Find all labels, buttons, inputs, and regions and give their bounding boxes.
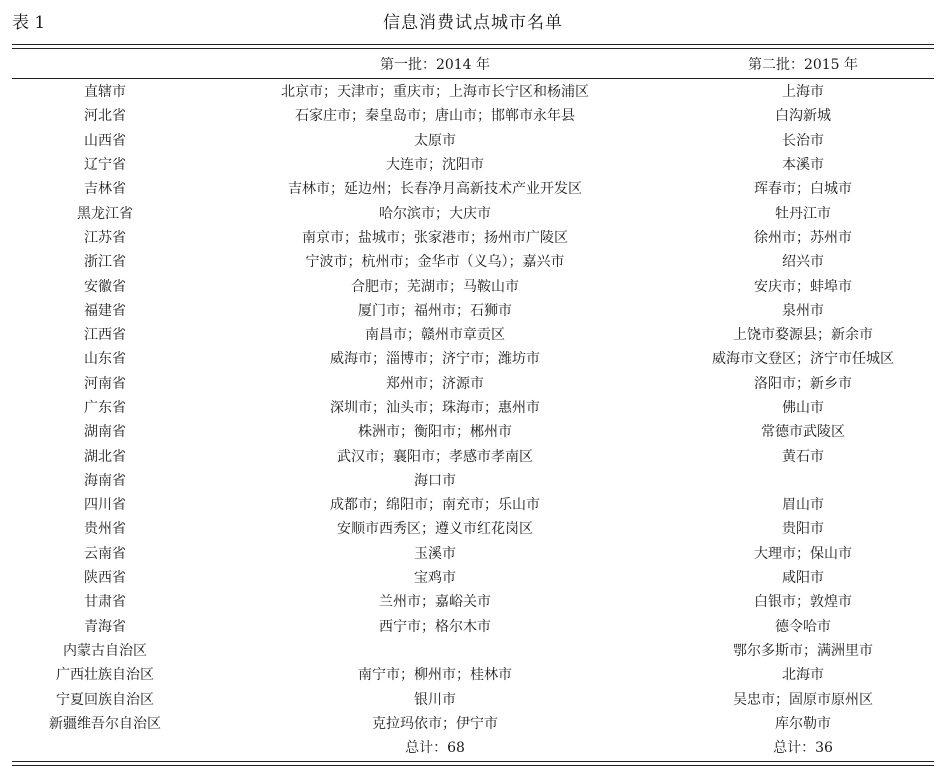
batch2-cell: 白沟新城 — [775, 108, 831, 125]
table-row — [12, 298, 934, 322]
batch1-cell: 南昌市；赣州市章贡区 — [365, 327, 505, 344]
region-cell: 江苏省 — [84, 229, 126, 246]
region-cell: 四川省 — [84, 497, 126, 514]
totals-row — [12, 735, 934, 759]
table-row — [12, 443, 934, 467]
batch2-cell: 佛山市 — [782, 400, 824, 416]
table-row — [12, 273, 934, 297]
batch1-cell: 深圳市；汕头市；珠海市；惠州市 — [330, 400, 540, 416]
batch2-cell: 库尔勒市 — [775, 715, 831, 732]
table-row — [12, 103, 934, 127]
total-batch2-cell: 总计：36 — [773, 740, 833, 757]
table-row — [12, 395, 934, 419]
region-cell: 江西省 — [84, 327, 126, 344]
batch1-cell: 武汉市；襄阳市；孝感市孝南区 — [337, 448, 533, 465]
table-row — [12, 686, 934, 710]
batch1-cell: 银川市 — [414, 691, 456, 708]
region-cell: 辽宁省 — [84, 157, 126, 174]
batch1-cell: 兰州市；嘉峪关市 — [379, 594, 491, 611]
region-cell: 山西省 — [84, 132, 126, 149]
batch2-cell: 泉州市 — [782, 302, 824, 319]
region-cell: 河南省 — [84, 375, 126, 392]
batch2-cell: 吴忠市；固原市原州区 — [733, 691, 873, 708]
table-row — [12, 589, 934, 613]
table-row — [12, 79, 934, 103]
table-row — [12, 662, 934, 686]
header-row — [12, 52, 934, 76]
batch1-cell: 成都市；绵阳市；南充市；乐山市 — [330, 497, 540, 514]
region-cell: 宁夏回族自治区 — [56, 691, 154, 708]
table-row — [12, 516, 934, 540]
region-cell: 青海省 — [84, 618, 126, 635]
batch2-cell: 牡丹江市 — [775, 205, 831, 222]
table-row — [12, 468, 934, 492]
batch2-cell: 德令哈市 — [775, 618, 831, 635]
batch1-cell: 吉林市；延边州；长春净月高新技术产业开发区 — [288, 181, 582, 198]
batch1-cell: 威海市；淄博市；济宁市；潍坊市 — [330, 351, 540, 368]
batch1-cell: 太原市 — [414, 132, 456, 149]
batch2-cell: 本溪市 — [782, 157, 824, 174]
region-cell: 广西壮族自治区 — [56, 667, 154, 684]
region-cell: 河北省 — [84, 108, 126, 125]
region-cell: 广东省 — [84, 400, 126, 416]
batch2-cell: 上饶市婺源县；新余市 — [733, 327, 873, 344]
region-cell: 安徽省 — [84, 278, 126, 295]
region-cell: 吉林省 — [84, 181, 126, 198]
header-batch1: 第一批：2014 年 — [379, 57, 491, 73]
table-body — [12, 79, 934, 759]
top-rule — [12, 44, 934, 45]
batch1-cell: 郑州市；济源市 — [386, 375, 484, 392]
header-batch2: 第二批：2015 年 — [747, 57, 859, 73]
bottom-rule-inner — [12, 761, 934, 762]
table-row — [12, 249, 934, 273]
batch2-cell: 黄石市 — [782, 448, 824, 465]
batch2-cell: 北海市 — [782, 667, 824, 684]
batch2-cell: 贵阳市 — [782, 521, 824, 538]
region-cell: 海南省 — [84, 472, 126, 489]
batch1-cell: 厦门市；福州市；石狮市 — [358, 302, 512, 319]
region-cell: 新疆维吾尔自治区 — [49, 715, 161, 732]
batch1-cell: 北京市；天津市；重庆市；上海市长宁区和杨浦区 — [281, 84, 589, 101]
table-title: 信息消费试点城市名单 — [383, 13, 563, 33]
table-row — [12, 541, 934, 565]
batch2-cell: 徐州市；苏州市 — [754, 229, 852, 246]
batch1-cell: 南京市；盐城市；张家港市；扬州市广陵区 — [302, 229, 568, 246]
batch2-cell: 大理市；保山市 — [754, 545, 852, 562]
total-batch1-cell: 总计：68 — [405, 740, 465, 757]
bottom-rule — [12, 765, 934, 766]
region-cell: 甘肃省 — [84, 594, 126, 611]
table-row — [12, 565, 934, 589]
batch2-cell: 威海市文登区；济宁市任城区 — [712, 351, 894, 368]
batch2-cell: 眉山市 — [782, 497, 824, 514]
region-cell: 浙江省 — [84, 254, 126, 271]
batch2-cell: 珲春市；白城市 — [754, 181, 852, 198]
region-cell: 黑龙江省 — [77, 205, 133, 222]
region-cell: 湖北省 — [84, 448, 126, 465]
table-row — [12, 492, 934, 516]
table-caption — [12, 8, 934, 34]
region-cell: 贵州省 — [84, 521, 126, 538]
batch1-cell: 玉溪市 — [414, 545, 456, 562]
batch1-cell: 南宁市；柳州市；桂林市 — [358, 667, 512, 684]
batch2-cell: 绍兴市 — [782, 254, 824, 271]
region-cell: 山东省 — [84, 351, 126, 368]
batch1-cell: 株洲市；衡阳市；郴州市 — [358, 424, 512, 441]
batch2-cell: 洛阳市；新乡市 — [754, 375, 852, 392]
table-row — [12, 152, 934, 176]
batch2-cell: 咸阳市 — [782, 570, 824, 587]
top-rule-inner — [12, 48, 934, 49]
table-label: 表 1 — [12, 13, 46, 33]
batch1-cell: 西宁市；格尔木市 — [379, 618, 491, 635]
batch2-cell: 白银市；敦煌市 — [754, 594, 852, 611]
table-row — [12, 711, 934, 735]
batch2-cell: 鄂尔多斯市；满洲里市 — [733, 642, 873, 659]
batch1-cell: 宁波市；杭州市；金华市（义乌）；嘉兴市 — [305, 254, 565, 271]
batch1-cell: 宝鸡市 — [414, 570, 456, 587]
batch1-cell: 海口市 — [414, 472, 456, 489]
table-row — [12, 176, 934, 200]
table-row — [12, 371, 934, 395]
region-cell: 直辖市 — [84, 84, 126, 101]
batch1-cell: 合肥市；芜湖市；马鞍山市 — [351, 278, 519, 295]
batch2-cell: 常德市武陵区 — [761, 424, 845, 441]
batch2-cell: 安庆市；蚌埠市 — [754, 278, 852, 295]
table-header — [12, 52, 934, 76]
table-row — [12, 322, 934, 346]
batch1-cell: 安顺市西秀区；遵义市红花岗区 — [337, 521, 533, 538]
region-cell: 云南省 — [84, 545, 126, 562]
table-row — [12, 128, 934, 152]
region-cell: 内蒙古自治区 — [63, 642, 147, 659]
table-row — [12, 200, 934, 224]
region-cell: 福建省 — [84, 302, 126, 319]
table-row — [12, 638, 934, 662]
table-row — [12, 614, 934, 638]
batch2-cell: 上海市 — [782, 84, 824, 101]
batch1-cell: 石家庄市；秦皇岛市；唐山市；邯郸市永年县 — [295, 108, 575, 125]
region-cell: 陕西省 — [84, 570, 126, 587]
table-row — [12, 346, 934, 370]
region-cell: 湖南省 — [84, 424, 126, 441]
batch1-cell: 哈尔滨市；大庆市 — [379, 205, 491, 222]
batch2-cell: 长治市 — [782, 132, 824, 149]
batch1-cell: 大连市；沈阳市 — [386, 157, 484, 174]
table-row — [12, 419, 934, 443]
table-row — [12, 225, 934, 249]
batch1-cell: 克拉玛依市；伊宁市 — [372, 715, 498, 732]
